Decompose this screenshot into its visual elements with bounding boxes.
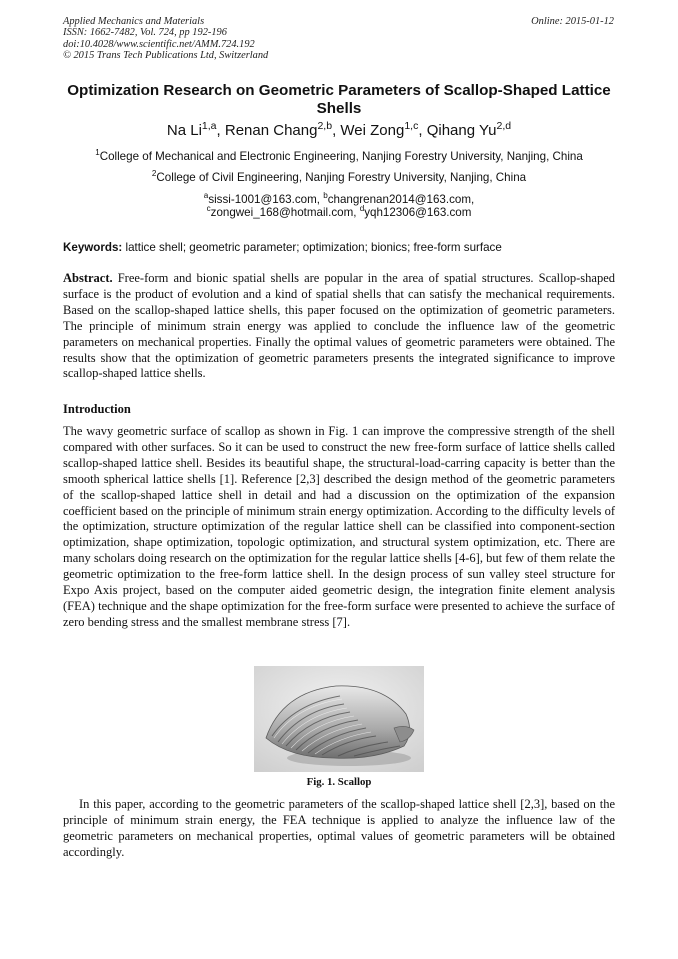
email-link[interactable]: zongwei_168@hotmail.com, bbox=[210, 206, 360, 219]
figure-caption: Fig. 1. Scallop bbox=[306, 776, 372, 788]
copyright-line: © 2015 Trans Tech Publications Ltd, Switzerland bbox=[63, 50, 269, 62]
email-link[interactable]: changrenan2014@163.com, bbox=[327, 193, 475, 206]
affiliation-text: College of Mechanical and Electronic Engineering, Nanjing Forestry University, Nanjing, China bbox=[99, 150, 583, 163]
affiliation-1 bbox=[50, 150, 628, 163]
email-mark: d bbox=[359, 204, 365, 214]
email-link[interactable]: yqh12306@163.com bbox=[364, 206, 472, 219]
journal-header bbox=[63, 16, 268, 62]
affiliation-mark: 1 bbox=[95, 148, 100, 158]
author-name: Qihang Yu bbox=[426, 122, 497, 139]
journal-name: Applied Mechanics and Materials bbox=[63, 16, 205, 27]
email-mark: b bbox=[323, 191, 328, 201]
author-list: Na Li$^{1,a}$, Renan Chang$^{2,b}$, Wei Zong$^{1,c}$, Qihang Yu$^{2,d}$ bbox=[166, 120, 512, 139]
author-affiliation-mark: 1,a bbox=[201, 120, 217, 132]
keywords-label: Keywords: bbox=[63, 241, 123, 254]
author-affiliation-mark: 2,b bbox=[317, 120, 333, 132]
email-mark: c bbox=[206, 204, 211, 214]
abstract-text: Free-form and bionic spatial shells are popular in the area of spatial structures. Scallop-shaped surface is the product of evolution and a kind of spatial shells that can satisfy the mechanical requirements. Based on the scallop-shaped lattice shells, this paper focused on the optimization of geometric parameters. The principle of minimum strain energy was applied to conclude the influence law of the geometric parameters on mechanical properties. Finally the optimal values of geometric parameters were obtained. The results show that the optimization of geometric parameters presents the integrated significance to improve scallop-shaped lattice shells. bbox=[63, 271, 615, 381]
scallop-figure bbox=[254, 666, 424, 772]
email-block bbox=[60, 193, 618, 219]
introduction-paragraph-1: The wavy geometric surface of scallop as shown in Fig. 1 can improve the compressive strength of the shell compared with other surfaces. So it can be used to construct the new free-form surface of lattice shells called scallop-shaped lattice shell. Besides its beautiful shape, the structural-load-carring capacity is better than the smooth spherical lattice shells [1]. Reference [2,3] described the design method of the geometric parameters of the scallop-shaped lattice shell in detail and had a discussion on the optimization of the expansion coefficient based on the principle of minimum strain energy optimization. According to the difficulty levels of the optimization, structure optimization of the regular lattice shell can be classified into component-section optimization, shape optimization, topologic optimization, and structural system optimization, etc. There are many scholars doing research on the optimization for the regular lattice shells [4-6], but few of them relate the geometric optimization to the free-form lattice shell. In the design process of sun valley steel structure for Expo Axis project, based on the computer aided geometric design, the integration finite element analysis (FEA) technique and the shape optimization for the free-form surface were presented to achieve the surface of zero bending stress and the smallest membrane stress [7]. bbox=[63, 424, 615, 629]
email-link[interactable]: sissi-1001@163.com, bbox=[208, 193, 324, 206]
scallop-image bbox=[254, 666, 424, 772]
affiliation-text: College of Civil Engineering, Nanjing Forestry University, Nanjing, China bbox=[156, 171, 527, 184]
keywords-text: lattice shell; geometric parameter; optimization; bionics; free-form surface bbox=[122, 241, 502, 254]
author-affiliation-mark: 1,c bbox=[404, 120, 419, 132]
affiliation-mark: 2 bbox=[151, 169, 157, 179]
author-name: Renan Chang bbox=[224, 122, 318, 139]
affiliation-2 bbox=[50, 171, 628, 184]
abstract-label: Abstract. bbox=[63, 271, 113, 285]
abstract-paragraph bbox=[63, 271, 615, 382]
issn-line: ISSN: 1662-7482, Vol. 724, pp 192-196 bbox=[63, 27, 227, 39]
online-date: Online: 2015-01-12 bbox=[531, 16, 614, 27]
introduction-paragraph-2: In this paper, according to the geometric parameters of the scallop-shaped lattice shell [2,3], based on the principle of minimum strain energy, the FEA technique is applied to analyze the influence law of the geometric parameters on mechanical properties, optimal values of geometric parameters will be obtained accordingly. bbox=[63, 797, 615, 859]
paper-title: Optimization Research on Geometric Parameters of Scallop-Shaped Lattice Shells bbox=[67, 82, 611, 117]
keywords-line bbox=[63, 241, 502, 254]
author-affiliation-mark: 2,d bbox=[496, 120, 512, 132]
author-name: Wei Zong bbox=[340, 122, 405, 139]
email-mark: a bbox=[203, 191, 209, 201]
doi-line: doi:10.4028/www.scientific.net/AMM.724.192 bbox=[63, 38, 255, 50]
author-name: Na Li bbox=[166, 122, 202, 139]
introduction-heading: Introduction bbox=[63, 402, 131, 416]
